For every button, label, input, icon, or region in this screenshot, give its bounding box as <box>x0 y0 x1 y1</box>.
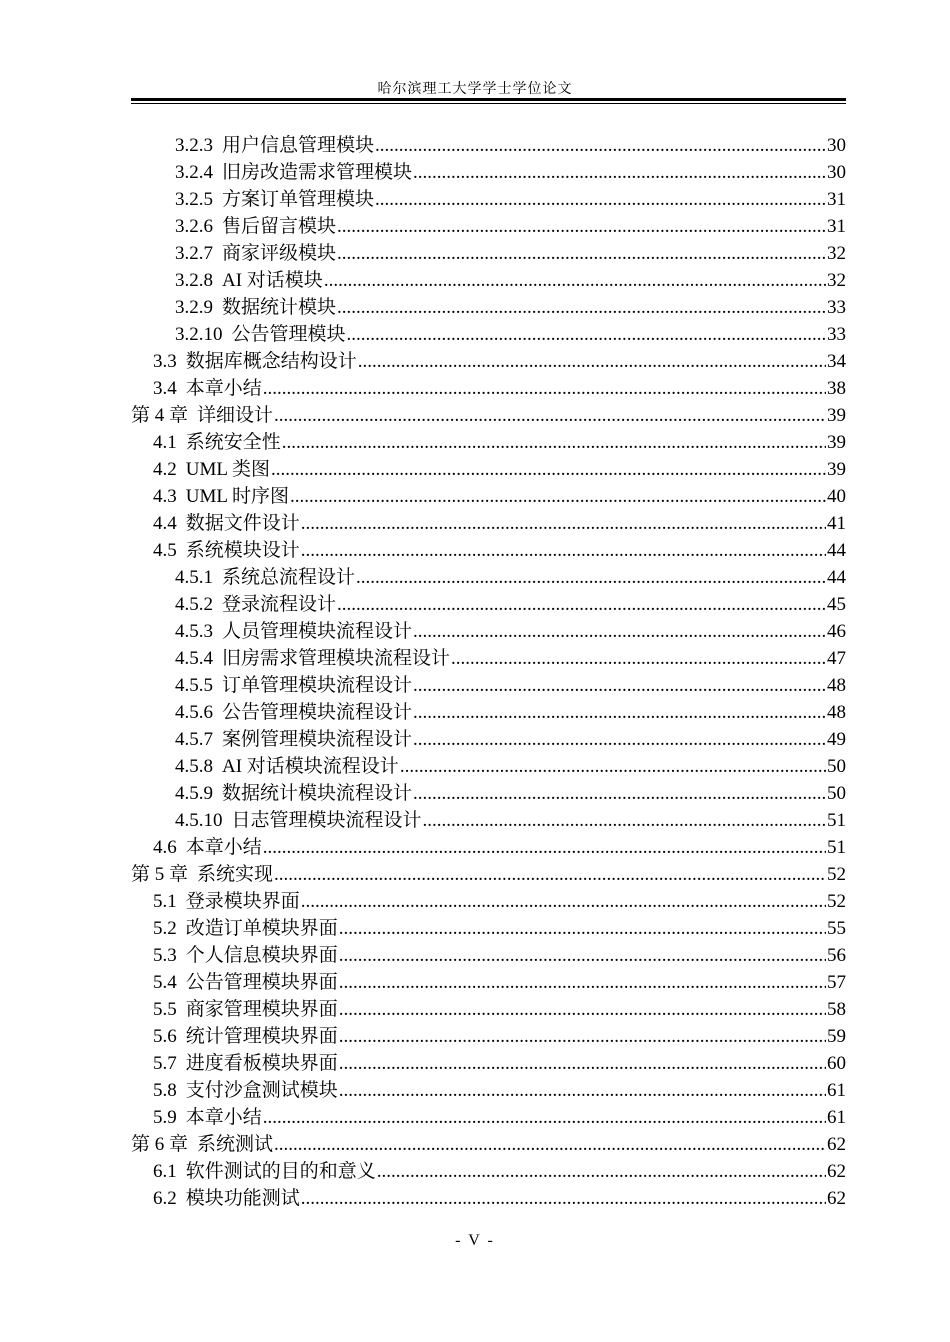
toc-entry[interactable] <box>131 1185 846 1212</box>
toc-entry-label <box>175 294 336 321</box>
toc-entry-title: UML 类图 <box>185 459 271 480</box>
toc-entry-label <box>153 483 289 510</box>
toc-entry-label <box>153 456 270 483</box>
toc-entry[interactable] <box>131 915 846 942</box>
toc-entry-number: 4.1 <box>153 432 177 453</box>
toc-entry[interactable] <box>131 213 846 240</box>
toc-dot-leader <box>337 591 826 618</box>
toc-entry-label <box>153 1185 300 1212</box>
toc-dot-leader <box>282 429 826 456</box>
toc-entry-page: 51 <box>827 810 846 831</box>
toc-entry-label <box>175 159 412 186</box>
toc-entry[interactable] <box>131 483 846 510</box>
toc-dot-leader <box>290 483 826 510</box>
toc-entry[interactable] <box>131 591 846 618</box>
header-rule-thick <box>131 98 846 101</box>
toc-entry-number: 5.1 <box>153 891 177 912</box>
toc-entry-title: 日志管理模块流程设计 <box>231 810 422 831</box>
toc-dot-leader <box>337 213 826 240</box>
toc-entry[interactable] <box>131 159 846 186</box>
toc-entry[interactable] <box>131 1023 846 1050</box>
toc-dot-leader <box>301 888 826 915</box>
toc-entry-label <box>175 672 412 699</box>
toc-entry-number: 4.5.1 <box>175 567 213 588</box>
toc-dot-leader <box>375 132 826 159</box>
toc-entry-page: 59 <box>827 1026 846 1047</box>
toc-entry-title: 进度看板模块界面 <box>185 1053 338 1074</box>
toc-entry-number: 3.2.5 <box>175 189 213 210</box>
toc-dot-leader <box>339 1077 826 1104</box>
toc-entry-label <box>153 996 338 1023</box>
toc-entry-label <box>153 1104 262 1131</box>
toc-dot-leader <box>301 1185 826 1212</box>
toc-dot-leader <box>301 510 826 537</box>
toc-entry[interactable] <box>131 321 846 348</box>
toc-entry-number: 3.2.4 <box>175 162 213 183</box>
toc-entry-number: 4.5.6 <box>175 702 213 723</box>
toc-entry-page: 32 <box>827 270 846 291</box>
toc-entry[interactable] <box>131 1131 846 1158</box>
toc-entry-number: 4.5.4 <box>175 648 213 669</box>
toc-dot-leader <box>423 807 826 834</box>
toc-entry-page: 44 <box>827 540 846 561</box>
toc-entry[interactable] <box>131 726 846 753</box>
toc-entry-number: 4.5.9 <box>175 783 213 804</box>
toc-dot-leader <box>413 699 826 726</box>
toc-entry[interactable] <box>131 429 846 456</box>
toc-entry-page: 41 <box>827 513 846 534</box>
toc-entry-title: 本章小结 <box>185 837 262 858</box>
toc-entry-label <box>153 1023 338 1050</box>
toc-entry-title: 数据统计模块流程设计 <box>222 783 413 804</box>
toc-entry[interactable] <box>131 132 846 159</box>
toc-entry-label <box>175 186 374 213</box>
toc-entry-page: 52 <box>827 891 846 912</box>
toc-entry-number: 6.2 <box>153 1188 177 1209</box>
toc-entry[interactable] <box>131 186 846 213</box>
toc-entry-page: 56 <box>827 945 846 966</box>
toc-entry-title: 案例管理模块流程设计 <box>222 729 413 750</box>
toc-dot-leader <box>263 375 826 402</box>
toc-entry-number: 第 5 章 <box>131 864 189 885</box>
toc-entry-label <box>175 780 412 807</box>
toc-entry-label <box>153 429 281 456</box>
toc-entry-title: 数据库概念结构设计 <box>185 351 357 372</box>
toc-entry[interactable] <box>131 1077 846 1104</box>
toc-entry-label <box>131 861 273 888</box>
toc-dot-leader <box>400 753 826 780</box>
toc-entry-title: 售后留言模块 <box>222 216 337 237</box>
toc-entry-number: 3.2.9 <box>175 297 213 318</box>
toc-entry-page: 58 <box>827 999 846 1020</box>
toc-entry-label <box>175 591 336 618</box>
toc-entry[interactable] <box>131 807 846 834</box>
toc-entry-page: 55 <box>827 918 846 939</box>
toc-entry-page: 50 <box>827 756 846 777</box>
toc-entry-title: 系统总流程设计 <box>222 567 356 588</box>
toc-dot-leader <box>271 456 826 483</box>
toc-entry-label <box>153 1050 338 1077</box>
toc-dot-leader <box>451 645 826 672</box>
toc-entry-page: 33 <box>827 324 846 345</box>
toc-dot-leader <box>339 969 826 996</box>
table-of-contents <box>131 132 846 1212</box>
toc-dot-leader <box>358 348 826 375</box>
toc-entry[interactable] <box>131 888 846 915</box>
toc-entry-number: 3.3 <box>153 351 177 372</box>
toc-entry-title: 人员管理模块流程设计 <box>222 621 413 642</box>
toc-entry-page: 46 <box>827 621 846 642</box>
toc-dot-leader <box>337 294 826 321</box>
toc-entry-label <box>153 942 338 969</box>
toc-dot-leader <box>274 402 826 429</box>
toc-entry-number: 第 6 章 <box>131 1134 189 1155</box>
toc-entry-label <box>153 834 262 861</box>
toc-entry[interactable] <box>131 267 846 294</box>
toc-entry-number: 4.5.8 <box>175 756 213 777</box>
toc-entry-title: 旧房改造需求管理模块 <box>222 162 413 183</box>
toc-entry-number: 6.1 <box>153 1161 177 1182</box>
toc-entry[interactable] <box>131 537 846 564</box>
toc-entry-number: 4.5 <box>153 540 177 561</box>
toc-dot-leader <box>347 321 826 348</box>
toc-entry[interactable] <box>131 942 846 969</box>
toc-entry[interactable] <box>131 753 846 780</box>
toc-entry-label <box>153 1077 338 1104</box>
toc-entry-number: 3.2.3 <box>175 135 213 156</box>
toc-entry-number: 4.2 <box>153 459 177 480</box>
toc-entry-label <box>153 510 300 537</box>
toc-entry-number: 3.4 <box>153 378 177 399</box>
page-number: - V - <box>455 1232 495 1249</box>
toc-entry[interactable] <box>131 996 846 1023</box>
header-title: 哈尔滨理工大学学士学位论文 <box>377 82 573 97</box>
toc-entry-title: 公告管理模块 <box>231 324 346 345</box>
toc-dot-leader <box>413 159 826 186</box>
toc-entry-page: 31 <box>827 189 846 210</box>
toc-entry[interactable] <box>131 402 846 429</box>
toc-entry-title: 数据文件设计 <box>185 513 300 534</box>
toc-entry-title: AI 对话模块流程设计 <box>222 756 399 777</box>
toc-entry-label <box>131 1131 273 1158</box>
toc-entry[interactable] <box>131 240 846 267</box>
toc-entry-title: 系统测试 <box>197 1134 274 1155</box>
toc-entry-number: 3.2.7 <box>175 243 213 264</box>
toc-entry-label <box>175 267 323 294</box>
toc-entry-title: 本章小结 <box>185 378 262 399</box>
toc-entry[interactable] <box>131 294 846 321</box>
toc-entry-title: 本章小结 <box>185 1107 262 1128</box>
toc-entry-title: 方案订单管理模块 <box>222 189 375 210</box>
toc-entry-title: 旧房需求管理模块流程设计 <box>222 648 451 669</box>
toc-entry-number: 4.3 <box>153 486 177 507</box>
toc-entry-title: 改造订单模块界面 <box>185 918 338 939</box>
toc-entry-label <box>153 915 338 942</box>
header-rule-thin <box>131 103 846 104</box>
toc-entry-number: 4.5.2 <box>175 594 213 615</box>
toc-entry-page: 51 <box>827 837 846 858</box>
toc-entry-title: 系统模块设计 <box>185 540 300 561</box>
toc-dot-leader <box>339 996 826 1023</box>
toc-dot-leader <box>413 780 826 807</box>
toc-entry-number: 5.8 <box>153 1080 177 1101</box>
toc-entry-title: 数据统计模块 <box>222 297 337 318</box>
toc-entry[interactable] <box>131 1158 846 1185</box>
toc-entry[interactable] <box>131 672 846 699</box>
toc-entry-label <box>153 888 300 915</box>
toc-entry[interactable] <box>131 645 846 672</box>
toc-entry-title: 用户信息管理模块 <box>222 135 375 156</box>
toc-entry-title: 登录模块界面 <box>185 891 300 912</box>
toc-entry-page: 38 <box>827 378 846 399</box>
toc-dot-leader <box>274 1131 826 1158</box>
toc-entry-page: 32 <box>827 243 846 264</box>
toc-entry-page: 39 <box>827 459 846 480</box>
toc-entry-page: 49 <box>827 729 846 750</box>
toc-entry-label <box>131 402 273 429</box>
toc-dot-leader <box>324 267 826 294</box>
toc-dot-leader <box>339 1050 826 1077</box>
toc-dot-leader <box>339 942 826 969</box>
toc-entry-title: 统计管理模块界面 <box>185 1026 338 1047</box>
toc-entry-label <box>175 564 355 591</box>
toc-entry[interactable] <box>131 618 846 645</box>
toc-entry-title: 模块功能测试 <box>185 1188 300 1209</box>
toc-dot-leader <box>263 1104 826 1131</box>
toc-entry[interactable] <box>131 510 846 537</box>
toc-entry-page: 47 <box>827 648 846 669</box>
toc-entry-number: 4.5.7 <box>175 729 213 750</box>
toc-dot-leader <box>413 726 826 753</box>
toc-entry[interactable] <box>131 348 846 375</box>
toc-entry-label <box>175 807 422 834</box>
toc-entry-title: 系统安全性 <box>185 432 281 453</box>
toc-entry-label <box>175 753 399 780</box>
toc-entry-title: AI 对话模块 <box>222 270 323 291</box>
toc-entry[interactable] <box>131 699 846 726</box>
toc-entry-number: 4.6 <box>153 837 177 858</box>
toc-entry[interactable] <box>131 834 846 861</box>
toc-dot-leader <box>274 861 826 888</box>
toc-entry-number: 5.9 <box>153 1107 177 1128</box>
toc-entry-title: 商家评级模块 <box>222 243 337 264</box>
toc-entry[interactable] <box>131 456 846 483</box>
toc-entry-number: 第 4 章 <box>131 405 189 426</box>
toc-entry-number: 4.4 <box>153 513 177 534</box>
toc-entry-number: 5.7 <box>153 1053 177 1074</box>
toc-entry-label <box>175 321 346 348</box>
toc-entry-page: 62 <box>827 1188 846 1209</box>
toc-entry-number: 4.5.3 <box>175 621 213 642</box>
toc-entry-number: 5.6 <box>153 1026 177 1047</box>
toc-entry-number: 3.2.10 <box>175 324 223 345</box>
toc-entry[interactable] <box>131 1050 846 1077</box>
toc-entry[interactable] <box>131 780 846 807</box>
toc-entry-page: 61 <box>827 1080 846 1101</box>
toc-entry-page: 39 <box>827 432 846 453</box>
toc-entry-label <box>175 240 336 267</box>
toc-entry-title: 商家管理模块界面 <box>185 999 338 1020</box>
toc-entry[interactable] <box>131 375 846 402</box>
toc-dot-leader <box>413 618 826 645</box>
toc-entry-number: 3.2.6 <box>175 216 213 237</box>
toc-entry-label <box>175 645 450 672</box>
toc-entry-page: 50 <box>827 783 846 804</box>
toc-entry-page: 52 <box>827 864 846 885</box>
toc-entry-label <box>153 537 300 564</box>
toc-entry-page: 45 <box>827 594 846 615</box>
toc-entry-label <box>175 213 336 240</box>
toc-entry-page: 33 <box>827 297 846 318</box>
toc-entry-page: 40 <box>827 486 846 507</box>
toc-entry[interactable] <box>131 564 846 591</box>
toc-dot-leader <box>301 537 826 564</box>
toc-entry-page: 48 <box>827 675 846 696</box>
toc-dot-leader <box>339 915 826 942</box>
toc-entry-number: 5.5 <box>153 999 177 1020</box>
toc-entry-number: 5.3 <box>153 945 177 966</box>
toc-dot-leader <box>337 240 826 267</box>
toc-entry-label <box>153 375 262 402</box>
toc-entry-title: 系统实现 <box>197 864 274 885</box>
toc-dot-leader <box>377 1158 826 1185</box>
toc-entry-label <box>175 699 412 726</box>
toc-entry-page: 44 <box>827 567 846 588</box>
toc-entry-page: 48 <box>827 702 846 723</box>
toc-dot-leader <box>375 186 826 213</box>
toc-entry-title: 公告管理模块流程设计 <box>222 702 413 723</box>
toc-dot-leader <box>339 1023 826 1050</box>
toc-entry-page: 62 <box>827 1134 846 1155</box>
toc-entry-page: 39 <box>827 405 846 426</box>
toc-entry-label <box>175 132 374 159</box>
toc-entry[interactable] <box>131 1104 846 1131</box>
toc-entry-number: 4.5.5 <box>175 675 213 696</box>
toc-dot-leader <box>413 672 826 699</box>
toc-entry-title: 个人信息模块界面 <box>185 945 338 966</box>
toc-entry-page: 30 <box>827 135 846 156</box>
toc-entry-title: 详细设计 <box>197 405 274 426</box>
toc-entry-page: 60 <box>827 1053 846 1074</box>
toc-entry-number: 4.5.10 <box>175 810 223 831</box>
toc-entry-title: 软件测试的目的和意义 <box>185 1161 376 1182</box>
toc-dot-leader <box>356 564 826 591</box>
toc-entry-number: 3.2.8 <box>175 270 213 291</box>
toc-entry-label <box>175 726 412 753</box>
toc-entry-label <box>153 969 338 996</box>
toc-dot-leader <box>263 834 826 861</box>
toc-entry-page: 31 <box>827 216 846 237</box>
toc-entry-page: 62 <box>827 1161 846 1182</box>
toc-entry-label <box>175 618 412 645</box>
toc-entry-title: 支付沙盒测试模块 <box>185 1080 338 1101</box>
toc-entry-page: 57 <box>827 972 846 993</box>
toc-entry-title: 订单管理模块流程设计 <box>222 675 413 696</box>
toc-entry-number: 5.4 <box>153 972 177 993</box>
toc-entry-page: 34 <box>827 351 846 372</box>
toc-entry[interactable] <box>131 861 846 888</box>
toc-entry-label <box>153 1158 376 1185</box>
toc-entry-label <box>153 348 357 375</box>
toc-entry-number: 5.2 <box>153 918 177 939</box>
toc-entry-page: 30 <box>827 162 846 183</box>
toc-entry-title: 登录流程设计 <box>222 594 337 615</box>
toc-entry-title: 公告管理模块界面 <box>185 972 338 993</box>
toc-entry-page: 61 <box>827 1107 846 1128</box>
toc-entry-title: UML 时序图 <box>185 486 290 507</box>
toc-entry[interactable] <box>131 969 846 996</box>
